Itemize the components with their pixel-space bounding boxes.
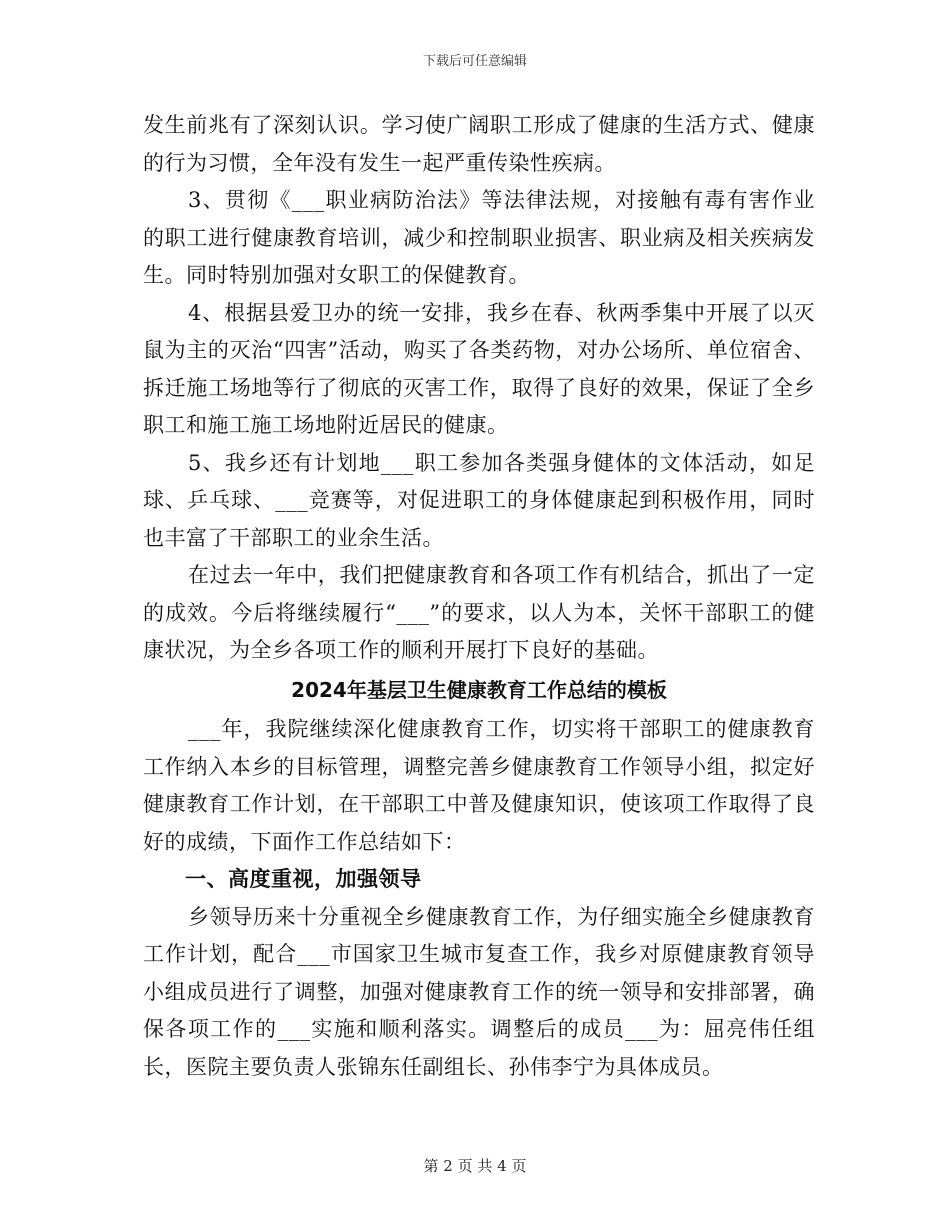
document-body xyxy=(143,107,815,1086)
paragraph-item-3: 3、贯彻《___职业病防治法》等法律法规，对接触有毒有害作业的职工进行健康教育培训，减少和控制职业损害、职业病及相关疾病发生。同时特别加强对女职工的保健教育。 xyxy=(143,188,815,287)
section-subheading: 一、高度重视，加强领导 xyxy=(185,867,422,891)
page-footer xyxy=(0,1155,950,1176)
paragraph-item-4: 4、根据县爱卫办的统一安排，我乡在春、秋两季集中开展了以灭鼠为主的灭治“四害”活动，购买了各类药物，对办公场所、单位宿舍、拆迁施工场地等行了彻底的灭害工作，取得了良好的效果，保证了全乡职工和施工施工场地附近居民的健康。 xyxy=(143,300,815,437)
section-body: 乡领导历来十分重视全乡健康教育工作，为仔细实施全乡健康教育工作计划，配合___市国家卫生城市复查工作，我乡对原健康教育领导小组成员进行了调整，加强对健康教育工作的统一领导和安排部署，确保各项工作的___实施和顺利落实。调整后的成员___为：屈亮伟任组长，医院主要负责人张锦东任副组长、孙伟李宁为具体成员。 xyxy=(143,904,815,1079)
page-header xyxy=(0,50,950,69)
section-title: 2024年基层卫生健康教育工作总结的模板 xyxy=(291,677,667,702)
section-intro: ___年，我院继续深化健康教育工作，切实将干部职工的健康教育工作纳入本乡的目标管理，调整完善乡健康教育工作领导小组，拟定好健康教育工作计划，在干部职工中普及健康知识，使该项工作取得了良好的成绩，下面作工作总结如下： xyxy=(143,717,815,854)
header-note: 下载后可任意编辑 xyxy=(422,54,527,69)
page-number: 第 2 页 共 4 页 xyxy=(423,1157,527,1175)
paragraph-conclusion: 在过去一年中，我们把健康教育和各项工作有机结合，抓出了一定的成效。今后将继续履行“___”的要求，以人为本，关怀干部职工的健康状况，为全乡各项工作的顺利开展打下良好的基础。 xyxy=(143,563,815,662)
paragraph-continuation: 发生前兆有了深刻认识。学习使广阔职工形成了健康的生活方式、健康的行为习惯，全年没有发生一起严重传染性疾病。 xyxy=(143,113,815,175)
paragraph-item-5: 5、我乡还有计划地___职工参加各类强身健体的文体活动，如足球、乒乓球、___竞赛等，对促进职工的身体健康起到积极作用，同时也丰富了干部职工的业余生活。 xyxy=(143,450,815,550)
